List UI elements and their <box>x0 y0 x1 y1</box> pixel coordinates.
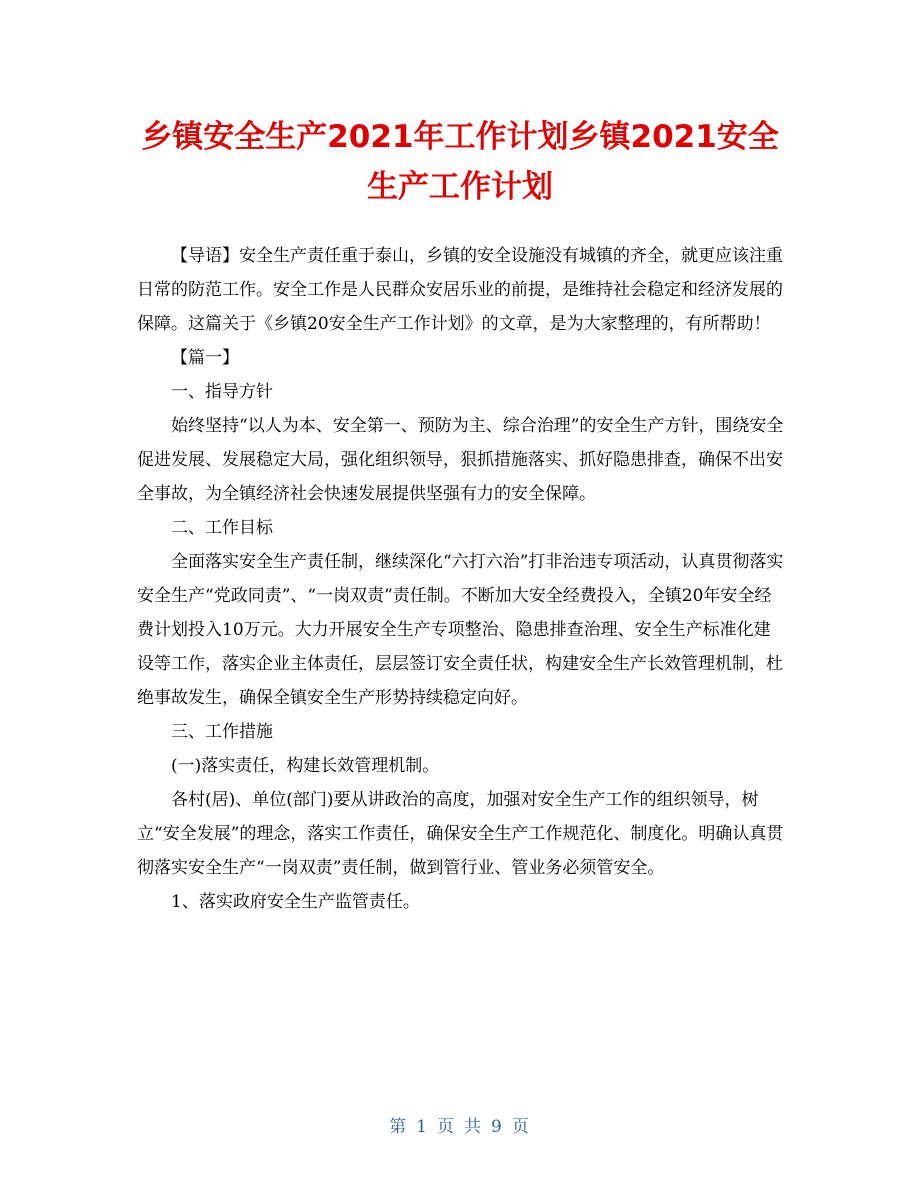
document-body <box>137 239 787 919</box>
goals-paragraph: 全面落实安全生产责任制，继续深化“六打六治”打非治违专项活动，认真贯彻落实安全生产“党政同责”、“一岗双责”责任制。不断加大安全经费投入，全镇20年安全经费计划投入10万元。大力开展安全生产专项整治、隐患排查治理、安全生产标准化建设等工作，落实企业主体责任，层层签订安全责任状，构建安全生产长效管理机制，杜绝事故发生，确保全镇安全生产形势持续稳定向好。 <box>137 552 784 708</box>
responsibility-paragraph: 各村(居)、单位(部门)要从讲政治的高度，加强对安全生产工作的组织领导，树立“安全发展”的理念，落实工作责任，确保安全生产工作规范化、制度化。明确认真贯彻落实安全生产“一岗双责”责任制，做到管行业、管业务必须管安全。 <box>137 790 784 878</box>
section-marker: 【篇一】 <box>171 348 239 368</box>
page-footer <box>0 1112 920 1137</box>
subheading-responsibility: (一)落实责任，构建长效管理机制。 <box>171 756 440 776</box>
heading-measures: 三、工作措施 <box>171 722 273 742</box>
heading-guideline: 一、指导方针 <box>171 382 273 402</box>
title-line-1: 乡镇安全生产2021年工作计划乡镇2021安全 <box>141 119 779 155</box>
guideline-paragraph: 始终坚持“以人为本、安全第一、预防为主、综合治理”的安全生产方针，围绕安全促进发展、发展稳定大局，强化组织领导，狠抓措施落实、抓好隐患排查，确保不出安全事故，为全镇经济社会快速发展提供坚强有力的安全保障。 <box>137 416 784 504</box>
footer-total-pages: 9 <box>491 1117 504 1137</box>
document-title <box>110 112 810 212</box>
footer-suffix: 页 <box>511 1117 531 1137</box>
intro-paragraph: 【导语】安全生产责任重于泰山，乡镇的安全设施没有城镇的齐全，就更应该注重日常的防范工作。安全工作是人民群众安居乐业的前提，是维持社会稳定和经济发展的保障。这篇关于《乡镇20安全生产工作计划》的文章，是为大家整理的，有所帮助！ <box>137 246 783 334</box>
footer-page-number: 1 <box>416 1117 429 1137</box>
footer-prefix: 第 <box>389 1117 409 1137</box>
title-line-2: 生产工作计划 <box>367 169 553 205</box>
heading-goals: 二、工作目标 <box>171 518 273 538</box>
item-1: 1、落实政府安全生产监管责任。 <box>171 892 420 912</box>
footer-page-word: 页 <box>437 1117 456 1137</box>
footer-total-label: 共 <box>464 1117 483 1137</box>
